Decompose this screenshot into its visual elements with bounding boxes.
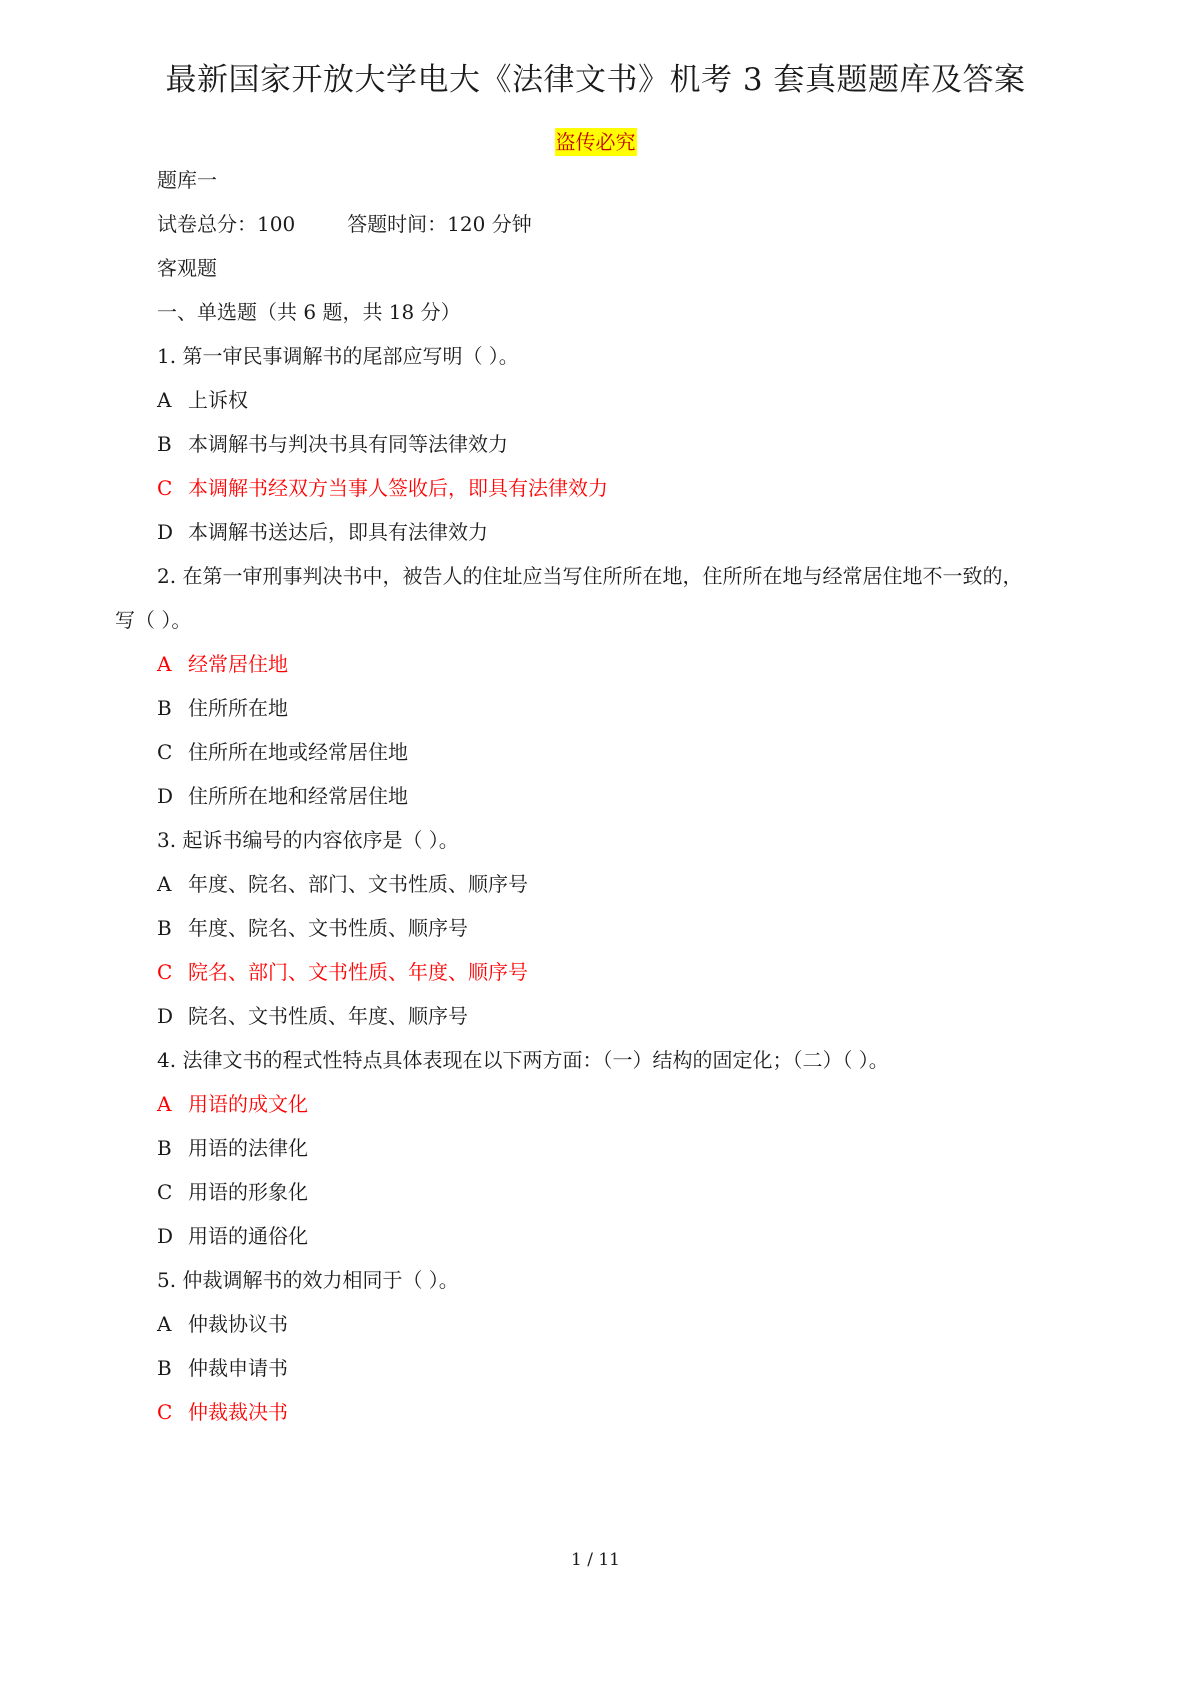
option-a <box>157 1310 288 1338</box>
option-text: 住所所在地和经常居住地 <box>188 784 408 808</box>
option-letter: B <box>157 1136 172 1160</box>
option-letter: A <box>157 1092 172 1116</box>
option-letter: D <box>157 784 174 808</box>
option-text: 住所所在地或经常居住地 <box>188 740 408 764</box>
option-c <box>157 1178 308 1206</box>
option-text: 用语的通俗化 <box>188 1224 308 1248</box>
question-stem: 5. 仲裁调解书的效力相同于（ ）。 <box>157 1268 459 1292</box>
option-b <box>157 430 508 458</box>
option-text: 用语的成文化 <box>188 1092 308 1116</box>
option-letter: C <box>157 740 173 764</box>
option-letter: D <box>157 1224 174 1248</box>
option-letter: D <box>157 1004 174 1028</box>
option-d <box>157 1222 308 1250</box>
option-letter: C <box>157 960 173 984</box>
option-letter: B <box>157 1356 172 1380</box>
option-d <box>157 518 488 546</box>
option-letter: A <box>157 388 172 412</box>
option-letter: A <box>157 1312 172 1336</box>
section-heading: 一、单选题（共 6 题，共 18 分） <box>157 300 461 324</box>
option-letter: C <box>157 1180 173 1204</box>
option-c-correct-answer <box>157 474 608 502</box>
total-score: 试卷总分：100 <box>157 212 296 236</box>
exam-info <box>157 210 532 238</box>
option-letter: B <box>157 432 172 456</box>
option-text: 年度、院名、文书性质、顺序号 <box>188 916 468 940</box>
section-type: 客观题 <box>157 256 217 280</box>
option-text: 上诉权 <box>188 388 248 412</box>
option-c-correct-answer <box>157 958 528 986</box>
question-stem: 4. 法律文书的程式性特点具体表现在以下两方面：（一）结构的固定化；（二）（ ）。 <box>157 1048 889 1072</box>
option-letter: A <box>157 652 172 676</box>
option-text: 院名、文书性质、年度、顺序号 <box>188 1004 468 1028</box>
option-a <box>157 386 248 414</box>
option-b <box>157 694 288 722</box>
option-text: 用语的法律化 <box>188 1136 308 1160</box>
question-stem-continuation: 写（ ）。 <box>115 608 192 632</box>
option-b <box>157 1354 288 1382</box>
option-text: 仲裁协议书 <box>188 1312 288 1336</box>
option-letter: C <box>157 1400 173 1424</box>
option-a-correct-answer <box>157 1090 308 1118</box>
document-title: 最新国家开放大学电大《法律文书》机考 3 套真题题库及答案 <box>165 62 1026 98</box>
question-stem: 1. 第一审民事调解书的尾部应写明（ ）。 <box>157 344 519 368</box>
option-a <box>157 870 528 898</box>
option-text: 经常居住地 <box>188 652 288 676</box>
option-text: 用语的形象化 <box>188 1180 308 1204</box>
option-a-correct-answer <box>157 650 288 678</box>
option-d <box>157 1002 468 1030</box>
option-letter: A <box>157 872 172 896</box>
option-text: 住所所在地 <box>188 696 288 720</box>
option-c-correct-answer <box>157 1398 288 1426</box>
option-d <box>157 782 408 810</box>
option-text: 本调解书与判决书具有同等法律效力 <box>188 432 508 456</box>
option-text: 本调解书送达后，即具有法律效力 <box>188 520 488 544</box>
page-number: 1 / 11 <box>571 1550 620 1570</box>
option-text: 仲裁申请书 <box>188 1356 288 1380</box>
exam-time: 答题时间：120 分钟 <box>347 212 532 236</box>
copyright-notice: 盗传必究 <box>555 130 636 154</box>
option-text: 仲裁裁决书 <box>188 1400 288 1424</box>
question-stem: 3. 起诉书编号的内容依序是（ ）。 <box>157 828 459 852</box>
question-bank-label: 题库一 <box>157 168 217 192</box>
option-text: 本调解书经双方当事人签收后，即具有法律效力 <box>188 476 608 500</box>
option-text: 院名、部门、文书性质、年度、顺序号 <box>188 960 528 984</box>
option-text: 年度、院名、部门、文书性质、顺序号 <box>188 872 528 896</box>
option-letter: B <box>157 696 172 720</box>
option-c <box>157 738 408 766</box>
option-letter: D <box>157 520 174 544</box>
option-b <box>157 914 468 942</box>
question-stem: 2. 在第一审刑事判决书中，被告人的住址应当写住所所在地，住所所在地与经常居住地不一致的， <box>157 564 1023 588</box>
option-letter: B <box>157 916 172 940</box>
option-letter: C <box>157 476 173 500</box>
notice-wrapper <box>0 128 1191 156</box>
option-b <box>157 1134 308 1162</box>
